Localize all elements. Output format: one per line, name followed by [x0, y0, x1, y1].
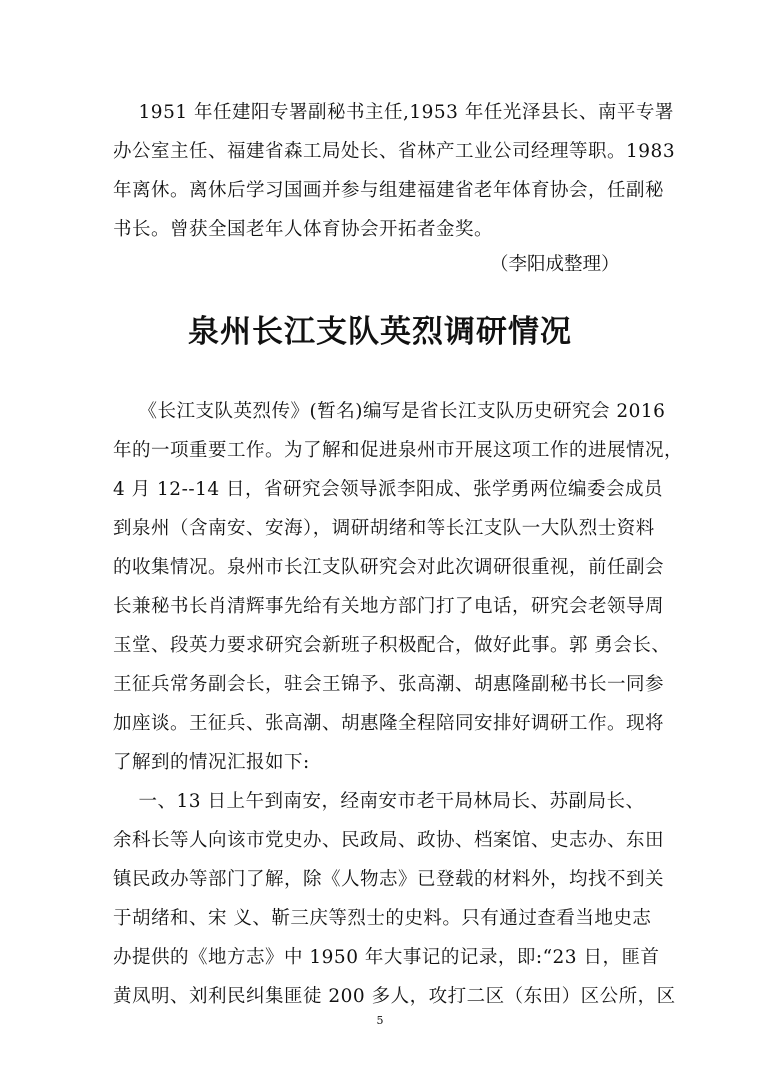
- intro-line: 1951 年任建阳专署副秘书主任,1953 年任光泽县长、南平专署: [113, 102, 674, 123]
- body-line: 《长江支队英烈传》(暂名)编写是省长江支队历史研究会 2016: [113, 401, 666, 422]
- intro-line: 办公室主任、福建省森工局处长、省林产工业公司经理等职。1983: [113, 141, 676, 162]
- body-line: 的收集情况。泉州市长江支队研究会对此次调研很重视，前任副会: [113, 557, 665, 578]
- body-line: 余科长等人向该市党史办、民政局、政协、档案馆、史志办、东田: [113, 830, 665, 851]
- body-line: 玉堂、段英力要求研究会新班子积极配合，做好此事。郭 勇会长、: [113, 635, 671, 656]
- intro-line: 书长。曾获全国老年人体育协会开拓者金奖。: [113, 219, 494, 240]
- intro-line: 年离休。离休后学习国画并参与组建福建省老年体育协会，任副秘: [113, 180, 665, 201]
- body-line: 王征兵常务副会长，驻会王锦予、张高潮、胡惠隆副秘书长一同参: [113, 674, 665, 695]
- page-number: 5: [376, 1014, 384, 1027]
- body-line: 黄凤明、刘利民纠集匪徒 200 多人，攻打二区（东田）区公所，区: [113, 986, 676, 1007]
- body-line: 加座谈。王征兵、张高潮、胡惠隆全程陪同安排好调研工作。现将: [113, 713, 665, 734]
- body-line: 镇民政办等部门了解，除《人物志》已登载的材料外，均找不到关: [113, 869, 665, 890]
- compiler-signature: （李阳成整理）: [490, 254, 620, 275]
- body-line: 长兼秘书长肖清辉事先给有关地方部门打了电话，研究会老领导周: [113, 596, 665, 617]
- body-line: 了解到的情况汇报如下:: [113, 752, 310, 773]
- document-title: 泉州长江支队英烈调研情况: [188, 314, 572, 350]
- body-line: 于胡绪和、宋 义、靳三庆等烈士的史料。只有通过查看当地史志: [113, 908, 652, 929]
- body-line: 办提供的《地方志》中 1950 年大事记的记录，即:“23 日，匪首: [113, 947, 660, 968]
- body-line: 年的一项重要工作。为了解和促进泉州市开展这项工作的进展情况，: [113, 440, 684, 461]
- body-line: 到泉州（含南安、安海），调研胡绪和等长江支队一大队烈士资料: [113, 518, 655, 539]
- body-line: 4 月 12--14 日，省研究会领导派李阳成、张学勇两位编委会成员: [113, 479, 663, 500]
- body-line: 一、13 日上午到南安，经南安市老干局林局长、苏副局长、: [113, 791, 645, 812]
